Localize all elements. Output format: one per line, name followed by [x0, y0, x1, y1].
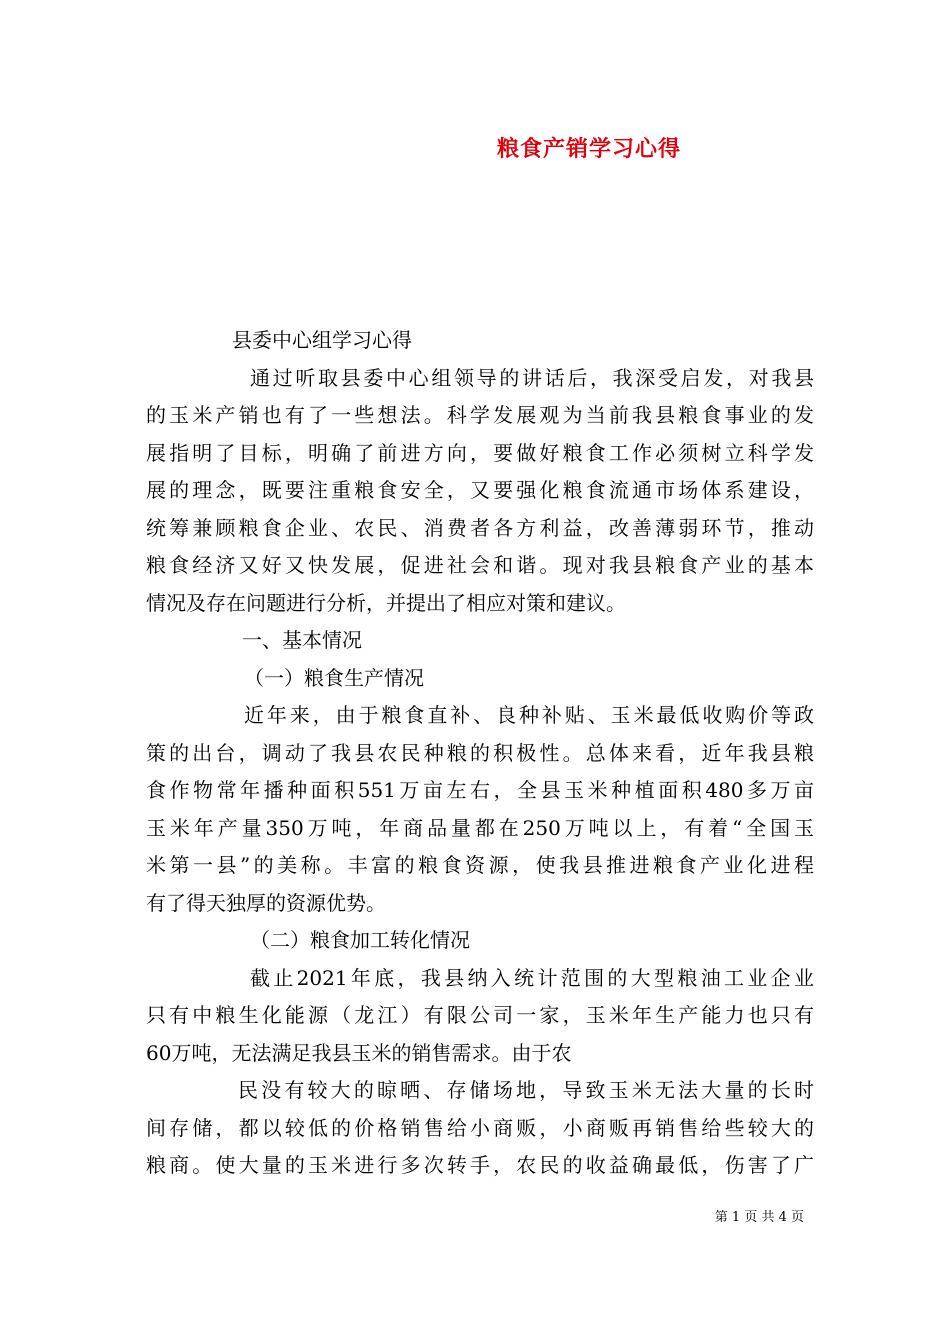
subsection-heading: （一）粮食生产情况	[244, 665, 424, 690]
paragraph-line: 截止2021年底，我县纳入统计范围的大型粮油工业企业	[250, 965, 814, 990]
paragraph-line: 食作物常年播种面积551万亩左右，全县玉米种植面积480多万亩	[146, 778, 814, 802]
paragraph-line: 60万吨，无法满足我县玉米的销售需求。由于农	[146, 1040, 572, 1065]
paragraph-line: 策的出台，调动了我县农民种粮的积极性。总体来看，近年我县粮	[146, 740, 814, 765]
document-title: 粮食产销学习心得	[496, 136, 681, 162]
paragraph-line: 近年来，由于粮食直补、良种补贴、玉米最低收购价等政	[244, 703, 814, 727]
paragraph-line: 的玉米产销也有了一些想法。科学发展观为当前我县粮食事业的发	[146, 403, 814, 427]
paragraph-line: 展指明了目标，明确了前进方向，要做好粮食工作必须树立科学发	[146, 440, 814, 465]
paragraph-line: 展的理念，既要注重粮食安全，又要强化粮食流通市场体系建设，	[146, 478, 814, 502]
section-heading: 一、基本情况	[242, 628, 362, 652]
subheading: 县委中心组学习心得	[232, 328, 412, 352]
paragraph-line: 有了得天独厚的资源优势。	[146, 890, 386, 915]
paragraph-line: 粮食经济又好又快发展，促进社会和谐。现对我县粮食产业的基本	[146, 553, 814, 577]
paragraph-line: 统筹兼顾粮食企业、农民、消费者各方利益，改善薄弱环节，推动	[146, 515, 814, 540]
paragraph-line: 情况及存在问题进行分析，并提出了相应对策和建议。	[146, 590, 626, 615]
paragraph-line: 间存储，都以较低的价格销售给小商贩，小商贩再销售给些较大的	[146, 1115, 814, 1140]
page-footer: 第 1 页 共 4 页	[714, 1210, 804, 1225]
document-body	[146, 322, 814, 1185]
paragraph-line: 米第一县”的美称。丰富的粮食资源，使我县推进粮食产业化进程	[146, 853, 814, 877]
subsection-heading: （二）粮食加工转化情况	[250, 928, 470, 952]
paragraph-line: 玉米年产量350万吨，年商品量都在250万吨以上，有着“全国玉	[146, 815, 814, 840]
paragraph-line: 民没有较大的晾晒、存储场地，导致玉米无法大量的长时	[238, 1078, 814, 1102]
paragraph-line: 粮商。使大量的玉米进行多次转手，农民的收益确最低，伤害了广	[146, 1153, 814, 1177]
paragraph-line: 只有中粮生化能源（龙江）有限公司一家，玉米年生产能力也只有	[146, 1003, 814, 1027]
paragraph-line: 通过听取县委中心组领导的讲话后，我深受启发，对我县	[250, 365, 814, 390]
